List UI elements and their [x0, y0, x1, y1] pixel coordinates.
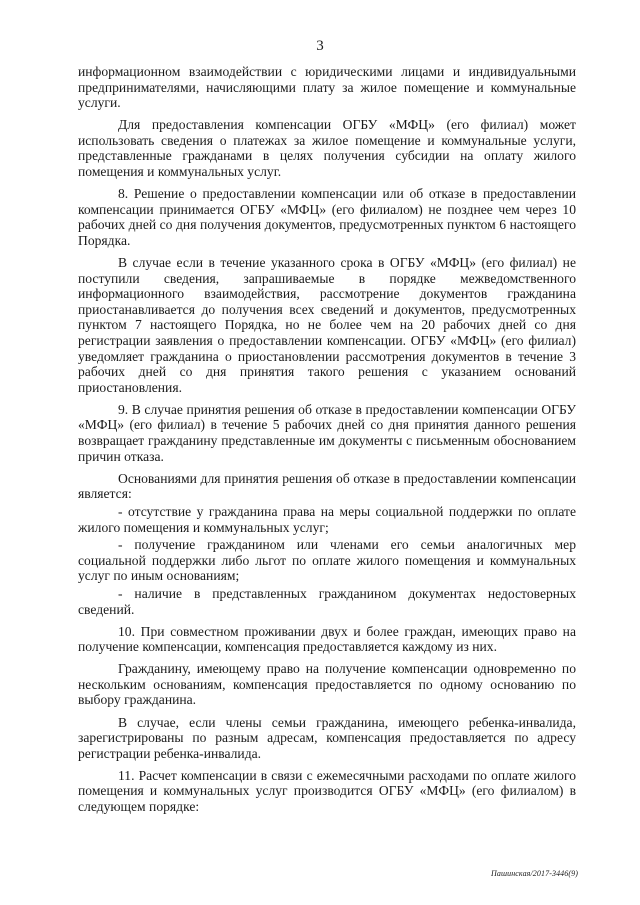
paragraph-item-8: 8. Решение о предоставлении компенсации или об отказе в предоставлении компенсации принимается ОГБУ «МФЦ» (его филиалом) не позднее чем через 10 рабочих дней со дня получения документов, предусмотренных пунктом 6 настоящего Порядка. — [78, 186, 576, 248]
paragraph-suspension: В случае если в течение указанного срока в ОГБУ «МФЦ» (его филиал) не поступили сведения, запрашиваемые в порядке межведомственного информационного взаимодействия, рассмотрение документов гражданина приостанавливается до получения всех сведений и документов, предусмотренных пунктом 7 настоящего Порядка, но не более чем на 20 рабочих дней со дня регистрации заявления о предоставлении компенсации. ОГБУ «МФЦ» (его филиал) уведомляет гражданина о приостановлении рассмотрения документов в течение 3 рабочих дней со дня принятия такого решения с указанием оснований приостановления. — [78, 255, 576, 395]
footer-document-code: Пашинская/2017-3446(9) — [490, 869, 578, 878]
list-item-false-info: - наличие в представленных гражданином документах недостоверных сведений. — [78, 585, 576, 617]
paragraph-refusal-grounds: Основаниями для принятия решения об отказе в предоставлении компенсации является: — [78, 470, 576, 502]
paragraph-item-9: 9. В случае принятия решения об отказе в предоставлении компенсации ОГБУ «МФЦ» (его филиал) в течение 5 рабочих дней со дня принятия данного решения возвращает гражданину представленные им документы с письменным обоснованием причин отказа. — [78, 401, 576, 464]
paragraph-payment-data: Для предоставления компенсации ОГБУ «МФЦ» (его филиал) может использовать сведения о платежах за жилое помещение и коммунальные услуги, представленные гражданами в целях получения субсидии на оплату жилого помещения и коммунальных услуг. — [78, 117, 576, 180]
paragraph-continuation: информационном взаимодействии с юридическими лицами и индивидуальными предпринимателями, начисляющими плату за жилое помещение и коммунальные услуги. — [78, 64, 576, 111]
paragraph-item-10: 10. При совместном проживании двух и более граждан, имеющих право на получение компенсации, компенсация предоставляется каждому из них. — [78, 623, 576, 655]
paragraph-disabled-child: В случае, если члены семьи гражданина, имеющего ребенка-инвалида, зарегистрированы по разным адресам, компенсация предоставляется по адресу регистрации ребенка-инвалида. — [78, 714, 576, 761]
page-number: 3 — [316, 38, 324, 54]
list-item-other-benefits: - получение гражданином или членами его семьи аналогичных мер социальной поддержки либо льгот по оплате жилого помещения и коммунальных услуг по иным основаниям; — [78, 537, 576, 584]
paragraph-multiple-grounds: Гражданину, имеющему право на получение компенсации одновременно по нескольким основаниям, компенсация предоставляется по одному основанию по выбору гражданина. — [78, 661, 576, 708]
body-text — [78, 64, 576, 821]
paragraph-item-11: 11. Расчет компенсации в связи с ежемесячными расходами по оплате жилого помещения и коммунальных услуг производится ОГБУ «МФЦ» (его филиалом) в следующем порядке: — [78, 767, 576, 815]
list-item-no-right: - отсутствие у гражданина права на меры социальной поддержки по оплате жилого помещения и коммунальных услуг; — [78, 503, 576, 535]
